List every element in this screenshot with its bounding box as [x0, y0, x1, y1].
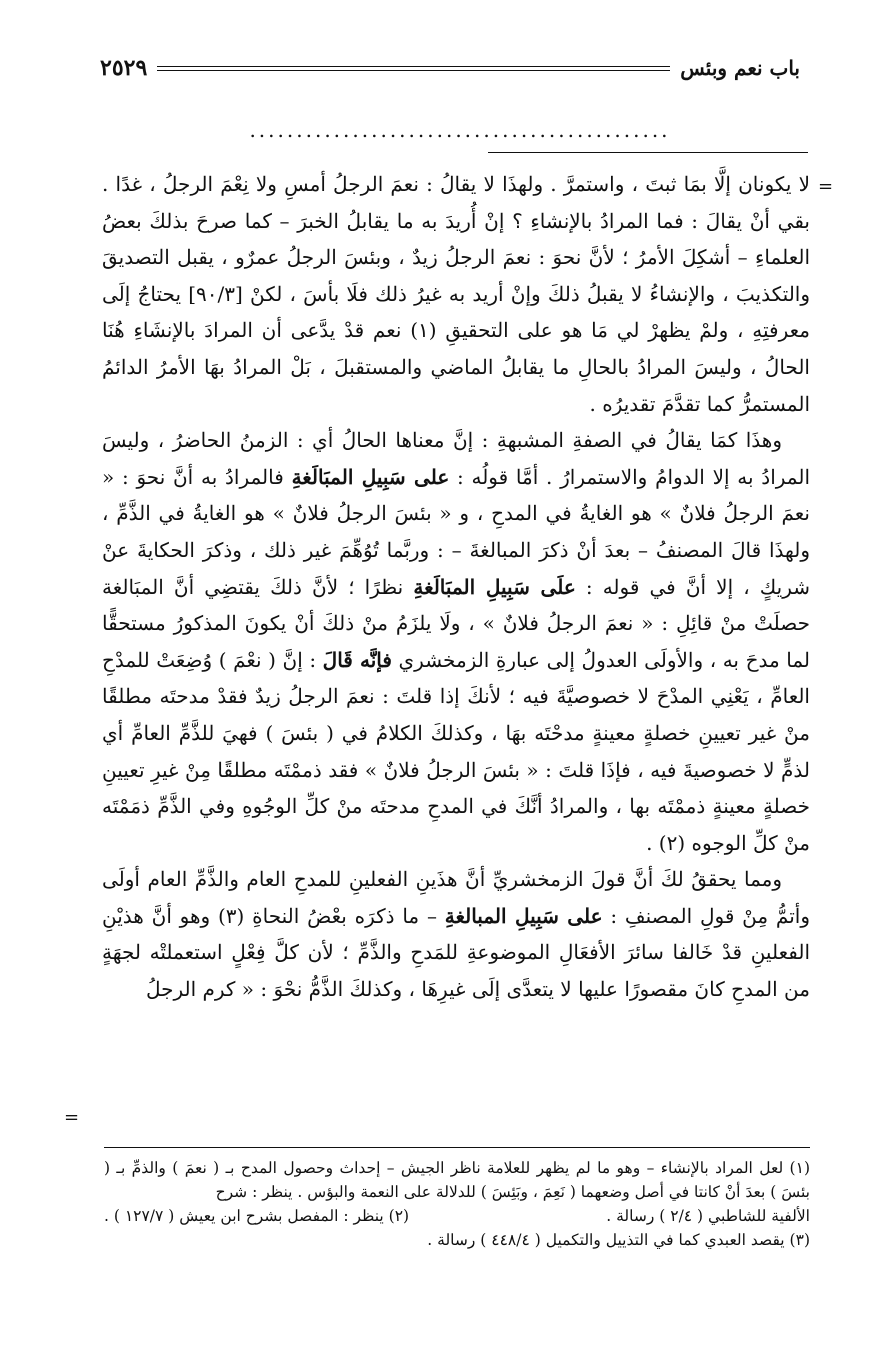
continuation-rule — [488, 152, 808, 153]
footnote-row — [104, 1204, 810, 1228]
header-double-rule — [157, 66, 670, 71]
footnote-3: (٣) يقصد العبدي كما في التذييل والتكميل ( ٤٤٨/٤ ) رسالة . — [427, 1231, 810, 1249]
footnote-rule — [104, 1147, 810, 1148]
footnote-1-end: الألفية للشاطبي ( ٢/٤ ) رسالة . — [606, 1207, 810, 1225]
bold-phrase: على سَبِيلِ المبالغةِ — [444, 903, 603, 928]
continuation-marker-end: = — [64, 1107, 80, 1128]
text-segment: نظرًا ؛ لأنَّ ذلكَ يقتضِي أنَّ المبَالغة حصلَتْ منْ قائِلِ : « نعمَ الرجلُ فلانٌ » ، ولَا يلزَمُ منْ ذلكَ أنْ يكونَ المذكورُ مستحقًّا لما مدحَ به ، والأولَى العدولُ إلى عبارةِ الزمخشري — [102, 574, 810, 672]
text-segment: ومما يحققُ لكَ أنَّ قولَ الزمخشريِّ أنَّ هذَينِ الفعلينِ للمدحِ العام والذَّمِّ العام أولَى وأتمُّ مِنْ قولِ المصنفِ : — [102, 867, 810, 928]
paragraph-3 — [102, 861, 810, 1007]
text-segment: : إنَّ ( نعْمَ ) وُضِعَتْ للمدْحِ العامِّ ، يَعْنِي المدْحَ لا خصوصيَّةَ فيه ؛ لأنكَ إذا قلتَ : نعمَ الرجلُ زيدٌ فقدْ مدحتَه مطلقًا منْ غير تعيينِ خصلةٍ معينةٍ مدحْتَه بهَا ، وكذلكَ الكلامُ في ( بئسَ ) فهيَ للذَّمِّ العامِّ أي لذمٍّ لا خصوصيةَ فيه ، فإذَا قلتَ : « بئسَ الرجلُ فلانٌ » فقد ذممْتَه مطلقًا مِنْ غيرِ تعيينِ خصلةٍ معينةٍ ذممْتَه بها ، والمرادُ أنَّكَ في المدحِ مدحتَه منْ كلِّ الوجُوهِ وفي الذَّمِّ ذمَمْتَه منْ كلِّ الوجوه (٢) . — [102, 647, 810, 855]
footnote-2: (٢) ينظر : المفصل بشرح ابن يعيش ( ١٢٧/٧ ) . — [104, 1207, 410, 1225]
main-text — [102, 166, 810, 1008]
text-segment: – ما ذكرَه بعْضُ النحاةِ (٣) وهو أنَّ هذيْنِ الفعلينِ قدْ خَالفا سائرَ الأفعَالِ الموضوعةِ للمَدحِ والذَّمِّ ؛ لأن كلَّ فِعْلٍ استعملتْه لجهَةٍ من المدحِ كانَ مقصورًا عليها لا يتعدَّى إلَى غيرِهَا ، وكذلكَ الذَّمُّ نحْوَ : « كرم الرجلُ — [102, 903, 810, 1002]
chapter-title: باب نعم وبئس — [680, 56, 800, 80]
bold-phrase: فإنَّه قَالَ — [322, 647, 392, 672]
paragraph-1: لا يكونان إلَّا بمَا ثبتَ ، واستمرَّ . ولهذَا لا يقالُ : نعمَ الرجلُ أمسِ ولا نِعْمَ الرجلُ ، غدًا . بقي أنْ يقالَ : فما المرادُ بالإنشاءِ ؟ إنْ أُريدَ به ما يقابلُ الخبرَ – كما صرحَ بذلكَ بعضُ العلماءِ – أشكِلَ الأمرُ ؛ لأنَّ نحوَ : نعمَ الرجلُ زيدٌ ، وبئسَ الرجلُ عمرٌو ، يقبل التصديقَ والتكذيبَ ، والإنشاءُ لا يقبلُ ذلكَ وإنْ أريد به غيرُ ذلك فلَا بأسَ ، لكنْ [٩٠/٣] يحتاجُ إلَى معرفتِهِ ، ولمْ يظهرْ لي مَا هو على التحقيقِ (١) نعم قدْ يدَّعى أن المرادَ بالإنشَاءِ هُنَا الحالُ ، وليسَ المرادُ بالحالِ ما يقابلُ الماضي والمستقبلَ ، بَلْ المرادُ بهَا الأمرُ الدائمُ المستمرُّ كما تقدَّمَ تقديرُه . — [102, 172, 810, 416]
bold-phrase: على سَبِيلِ المبَالَغةِ — [291, 464, 450, 489]
page-header — [100, 48, 800, 88]
text-segment: فالمرادُ به أنَّ نحوَ : « نعمَ الرجلُ فلانٌ » هو الغايةُ في المدحِ ، و « بئسَ الرجلُ فلانٌ » هو الغايةُ في الذَّمِّ ، ولهذَا قالَ المصنفُ – بعدَ أنْ ذكرَ المبالغةَ – : وربَّما تُوُهِّمَ غير ذلك ، وذكرَ الحكايةَ عنْ شريكٍ ، إلا أنَّ في قوله : — [102, 464, 811, 599]
text-segment: وهذَا كمَا يقالُ في الصفةِ المشبهةِ : إنَّ معناها الحالُ أي : الزمنُ الحاضرُ ، وليسَ المرادُ به إلا الدوامُ والاستمرارُ . أمَّا قولُه : — [102, 428, 811, 489]
continuation-marker-start: = — [818, 176, 834, 197]
page-number: ٢٥٢٩ — [100, 55, 148, 81]
footnote-1: (١) لعل المراد بالإنشاء – وهو ما لم يظهر للعلامة ناظر الجيش – إحداث وحصول المدح بـ ( نعمَ ) والذمِّ بـ ( بئسَ ) بعدَ أنْ كانتا في أصل وضعهما ( نَعِمَ ، وبَئِسَ ) للدلالة على النعمة والبؤس . ينظر : شرح — [104, 1159, 810, 1201]
bold-phrase: علَى سَبِيلِ المبَالَغةِ — [413, 574, 576, 599]
paragraph-2 — [102, 422, 810, 861]
dotted-separator: ............................................. — [249, 118, 671, 142]
footnotes — [104, 1156, 810, 1252]
